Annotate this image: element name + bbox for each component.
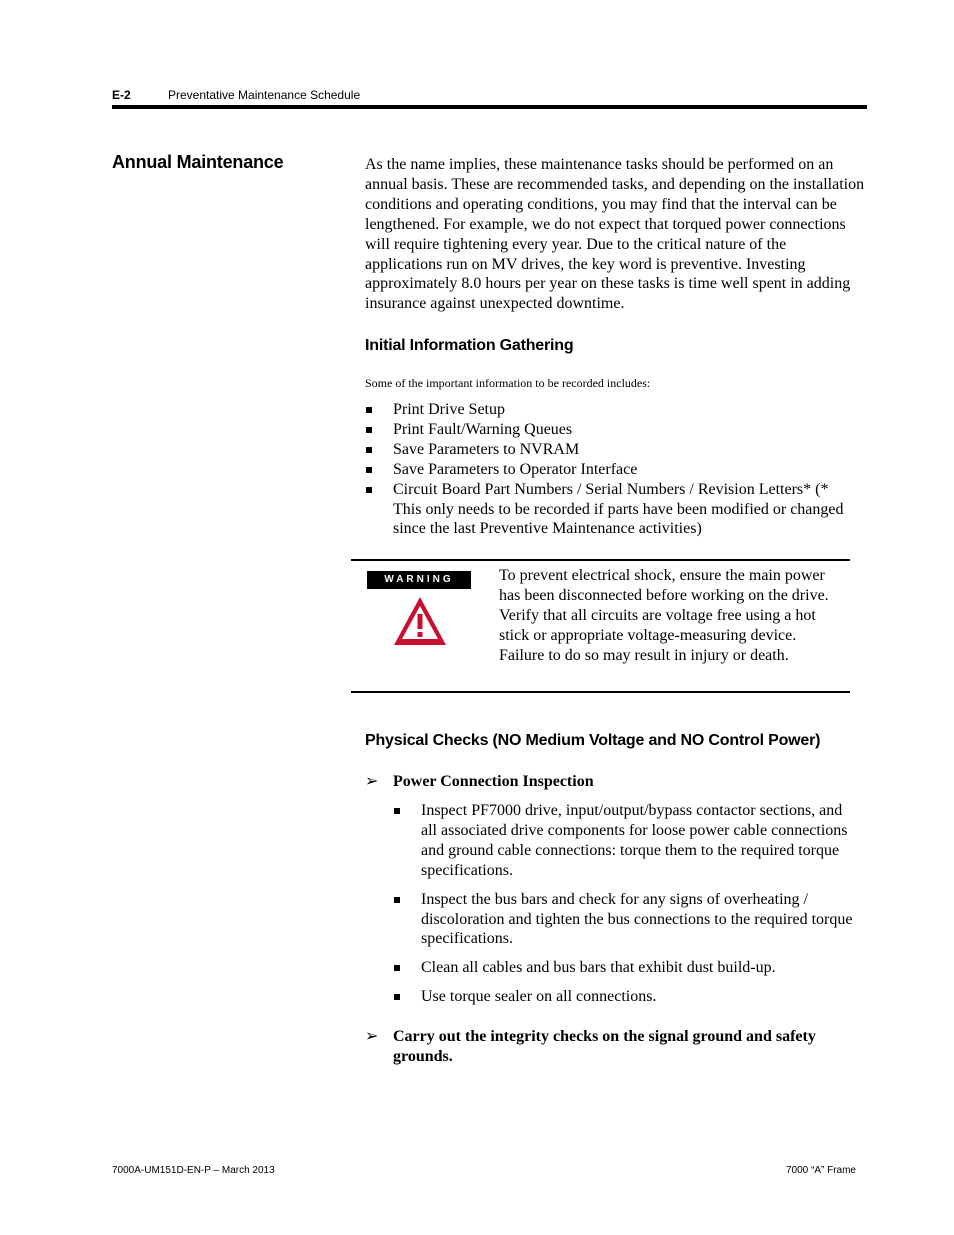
square-bullet-icon <box>366 407 372 413</box>
square-bullet-icon <box>366 487 372 493</box>
initial-info-heading: Initial Information Gathering <box>365 337 574 354</box>
footer-product-name: 7000 “A” Frame <box>785 1165 856 1176</box>
page-number: E-2 <box>112 88 131 102</box>
warning-label: WARNING <box>367 571 471 589</box>
square-bullet-icon <box>394 994 400 1000</box>
intro-paragraph: As the name implies, these maintenance tasks should be performed on an annual basis. These are recommended tasks, and depending on the installation conditions and operating conditions, you may find that the interval can be lengthened. For example, we do not expect that torqued power connections will require tightening every year. Due to the critical nature of the applications run on MV drives, the key word is preventive. Investing approximately 8.0 hours per year on these tasks is time well spent in adding insurance against unexpected downtime. <box>365 156 865 313</box>
list-item: Save Parameters to NVRAM <box>365 440 845 460</box>
list-item: Print Drive Setup <box>365 400 845 420</box>
warning-text: To prevent electrical shock, ensure the main power has been disconnected before working on the drive. Verify that all circuits are voltage free using a hot stick or appropriate voltage-measuring device. Failure to do so may result in injury or death. <box>499 567 829 664</box>
list-item: Inspect the bus bars and check for any signs of overheating / discoloration and tighten the bus connections to the required torque specifications. <box>393 890 853 950</box>
square-bullet-icon <box>394 965 400 971</box>
arrow-item-power-inspection: ➢ Power Connection Inspection <box>365 773 594 790</box>
arrow-item-ground-checks: ➢ Carry out the integrity checks on the signal ground and safety grounds. <box>365 1028 816 1065</box>
list-item: Clean all cables and bus bars that exhibit dust build-up. <box>393 958 853 978</box>
power-inspection-list <box>393 801 853 1016</box>
list-item: Use torque sealer on all connections. <box>393 987 853 1007</box>
list-item: Circuit Board Part Numbers / Serial Numbers / Revision Letters* (* This only needs to be recorded if parts have been modified or changed since the last Preventive Maintenance activities) <box>365 480 845 540</box>
list-item: Print Fault/Warning Queues <box>365 420 845 440</box>
warning-triangle-icon <box>392 595 448 647</box>
list-item: Save Parameters to Operator Interface <box>365 460 845 480</box>
square-bullet-icon <box>366 447 372 453</box>
running-header-title: Preventative Maintenance Schedule <box>168 88 361 102</box>
header-rule <box>112 105 867 109</box>
arrow-bullet-icon: ➢ <box>365 773 379 790</box>
square-bullet-icon <box>394 897 400 903</box>
list-item: Inspect PF7000 drive, input/output/bypass contactor sections, and all associated drive components for loose power cable connections and ground cable connections: torque them to the required torque specifications. <box>393 801 853 881</box>
initial-info-list <box>365 400 845 539</box>
square-bullet-icon <box>394 808 400 814</box>
square-bullet-icon <box>366 467 372 473</box>
square-bullet-icon <box>366 427 372 433</box>
section-title: Annual Maintenance <box>112 152 284 172</box>
physical-checks-heading: Physical Checks (NO Medium Voltage and NO Control Power) <box>365 732 821 749</box>
warning-box <box>351 559 850 693</box>
initial-info-note: Some of the important information to be recorded includes: <box>365 376 651 390</box>
arrow-bullet-icon: ➢ <box>365 1028 379 1045</box>
footer-publication-id: 7000A-UM151D-EN-P – March 2013 <box>112 1165 275 1176</box>
